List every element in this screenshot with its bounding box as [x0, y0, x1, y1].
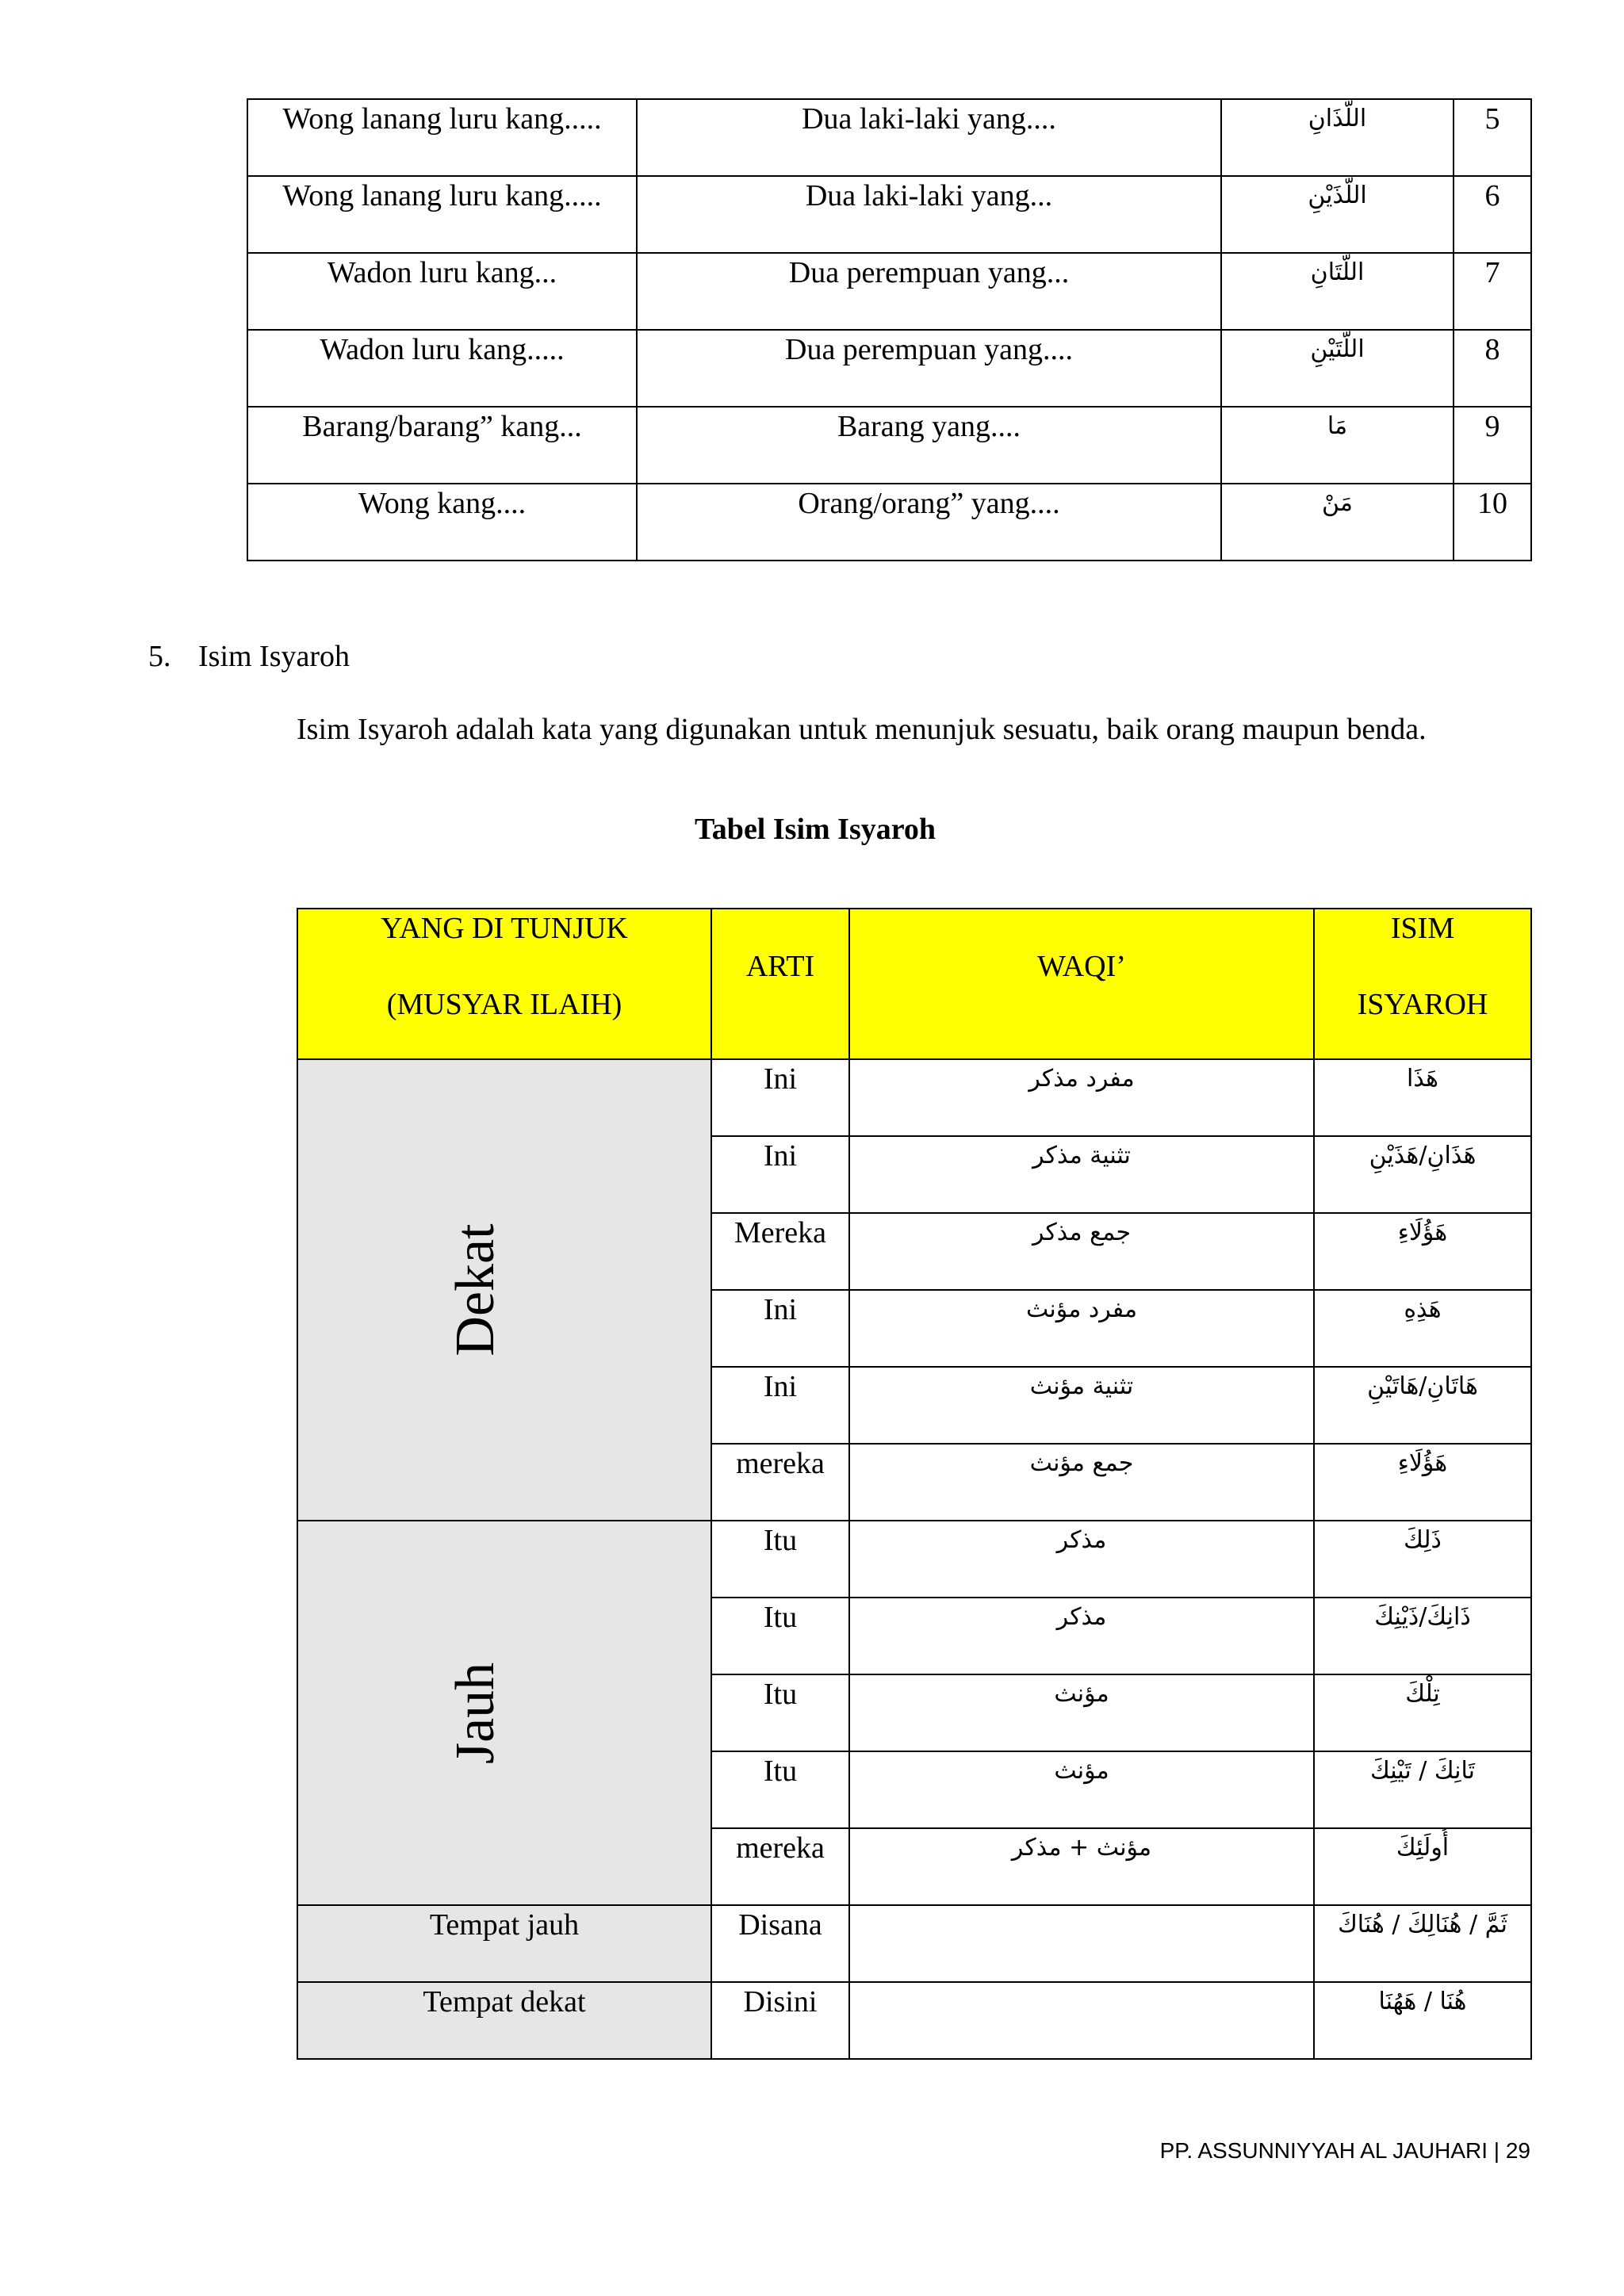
header-line: (MUSYAR ILAIH)	[386, 988, 622, 1021]
isim-maushul-table	[247, 98, 1532, 561]
waqi-cell: جمع مؤنث	[849, 1444, 1314, 1521]
header-musyar-ilaih	[297, 909, 711, 1059]
javanese-cell: Wadon luru kang.....	[247, 330, 637, 407]
page-number: 29	[1505, 2138, 1530, 2163]
header-line: YANG DI TUNJUK	[381, 912, 628, 945]
waqi-cell: تثنية مذكر	[849, 1136, 1314, 1213]
indonesian-cell: Barang yang....	[637, 407, 1221, 484]
arabic-cell: اللَّتَانِ	[1221, 253, 1454, 330]
table-row	[297, 1905, 1531, 1982]
table-row	[247, 407, 1531, 484]
indonesian-cell: Dua perempuan yang...	[637, 253, 1221, 330]
group-label: Jauh	[444, 1662, 506, 1764]
table-header-row	[297, 909, 1531, 1059]
waqi-cell	[849, 1982, 1314, 2059]
number-cell: 5	[1454, 99, 1531, 176]
group-cell-jauh	[297, 1521, 711, 1905]
section-number: 5.	[148, 640, 171, 673]
arabic-cell: اللَّتَيْنِ	[1221, 330, 1454, 407]
arabic-cell: اللَّذَيْنِ	[1221, 176, 1454, 253]
waqi-cell: مذكر	[849, 1598, 1314, 1674]
indonesian-cell: Dua laki-laki yang...	[637, 176, 1221, 253]
arti-cell: Mereka	[711, 1213, 849, 1290]
waqi-cell: مفرد مذكر	[849, 1059, 1314, 1136]
arabic-cell: مَا	[1221, 407, 1454, 484]
section-title: Isim Isyaroh	[198, 640, 350, 673]
javanese-cell: Barang/barang” kang...	[247, 407, 637, 484]
number-cell: 8	[1454, 330, 1531, 407]
arti-cell: Ini	[711, 1290, 849, 1367]
header-waqi: WAQI’	[849, 909, 1314, 1059]
header-line: ISIM	[1390, 912, 1455, 945]
arti-cell: Ini	[711, 1059, 849, 1136]
page-footer	[1160, 2137, 1530, 2165]
arti-cell: Itu	[711, 1751, 849, 1828]
number-cell: 7	[1454, 253, 1531, 330]
isyaroh-cell: أُولَئِكَ	[1314, 1828, 1531, 1905]
arti-cell: Ini	[711, 1367, 849, 1444]
isyaroh-cell: هَذِهِ	[1314, 1290, 1531, 1367]
isyaroh-cell: هُنَا / هَهُنَا	[1314, 1982, 1531, 2059]
table-row	[247, 176, 1531, 253]
arti-cell: mereka	[711, 1444, 849, 1521]
waqi-cell: مؤنث	[849, 1751, 1314, 1828]
isyaroh-cell: هَؤُلَاءِ	[1314, 1213, 1531, 1290]
table-title: Tabel Isim Isyaroh	[694, 813, 936, 846]
isyaroh-cell: هَاتَانِ/هَاتَيْنِ	[1314, 1367, 1531, 1444]
table-row	[247, 99, 1531, 176]
indonesian-cell: Orang/orang” yang....	[637, 484, 1221, 561]
table-row	[247, 330, 1531, 407]
indonesian-cell: Dua perempuan yang....	[637, 330, 1221, 407]
arti-cell: Itu	[711, 1674, 849, 1751]
javanese-cell: Wong kang....	[247, 484, 637, 561]
waqi-cell: مفرد مؤنث	[849, 1290, 1314, 1367]
waqi-cell: مؤنث	[849, 1674, 1314, 1751]
javanese-cell: Wong lanang luru kang.....	[247, 99, 637, 176]
isyaroh-cell: ذَلِكَ	[1314, 1521, 1531, 1598]
number-cell: 9	[1454, 407, 1531, 484]
isim-isyaroh-table	[297, 908, 1532, 2060]
table-row	[247, 253, 1531, 330]
waqi-cell	[849, 1905, 1314, 1982]
header-isim-isyaroh	[1314, 909, 1531, 1059]
javanese-cell: Wadon luru kang...	[247, 253, 637, 330]
arti-cell: mereka	[711, 1828, 849, 1905]
javanese-cell: Wong lanang luru kang.....	[247, 176, 637, 253]
table-row	[247, 484, 1531, 561]
isyaroh-cell: تَانِكَ / تَيْنِكَ	[1314, 1751, 1531, 1828]
header-line: ISYAROH	[1357, 988, 1488, 1021]
arabic-cell: اللَّذَانِ	[1221, 99, 1454, 176]
table-row	[297, 1059, 1531, 1136]
number-cell: 6	[1454, 176, 1531, 253]
indonesian-cell: Dua laki-laki yang....	[637, 99, 1221, 176]
section-paragraph: Isim Isyaroh adalah kata yang digunakan untuk menunjuk sesuatu, baik orang maupun benda.	[297, 713, 1427, 746]
arti-cell: Itu	[711, 1598, 849, 1674]
waqi-cell: مذكر	[849, 1521, 1314, 1598]
isyaroh-cell: هَؤُلَاءِ	[1314, 1444, 1531, 1521]
waqi-cell: جمع مذكر	[849, 1213, 1314, 1290]
place-label-cell: Tempat dekat	[297, 1982, 711, 2059]
footer-text: PP. ASSUNNIYYAH AL JAUHARI	[1159, 2138, 1488, 2163]
arti-cell: Disini	[711, 1982, 849, 2059]
isyaroh-cell: تِلْكَ	[1314, 1674, 1531, 1751]
arti-cell: Ini	[711, 1136, 849, 1213]
isyaroh-cell: هَذَا	[1314, 1059, 1531, 1136]
group-label: Dekat	[444, 1223, 506, 1357]
number-cell: 10	[1454, 484, 1531, 561]
isyaroh-cell: ذَانِكَ/ذَيْنِكَ	[1314, 1598, 1531, 1674]
arti-cell: Itu	[711, 1521, 849, 1598]
waqi-cell: مؤنث + مذكر	[849, 1828, 1314, 1905]
group-cell-dekat	[297, 1059, 711, 1521]
table-row	[297, 1521, 1531, 1598]
footer-separator: |	[1493, 2138, 1500, 2163]
isyaroh-cell: ثَمَّ / هُنَالِكَ / هُنَاكَ	[1314, 1905, 1531, 1982]
place-label-cell: Tempat jauh	[297, 1905, 711, 1982]
header-arti: ARTI	[711, 909, 849, 1059]
isyaroh-cell: هَذَانِ/هَذَيْنِ	[1314, 1136, 1531, 1213]
table-row	[297, 1982, 1531, 2059]
waqi-cell: تثنية مؤنث	[849, 1367, 1314, 1444]
arabic-cell: مَنْ	[1221, 484, 1454, 561]
arti-cell: Disana	[711, 1905, 849, 1982]
